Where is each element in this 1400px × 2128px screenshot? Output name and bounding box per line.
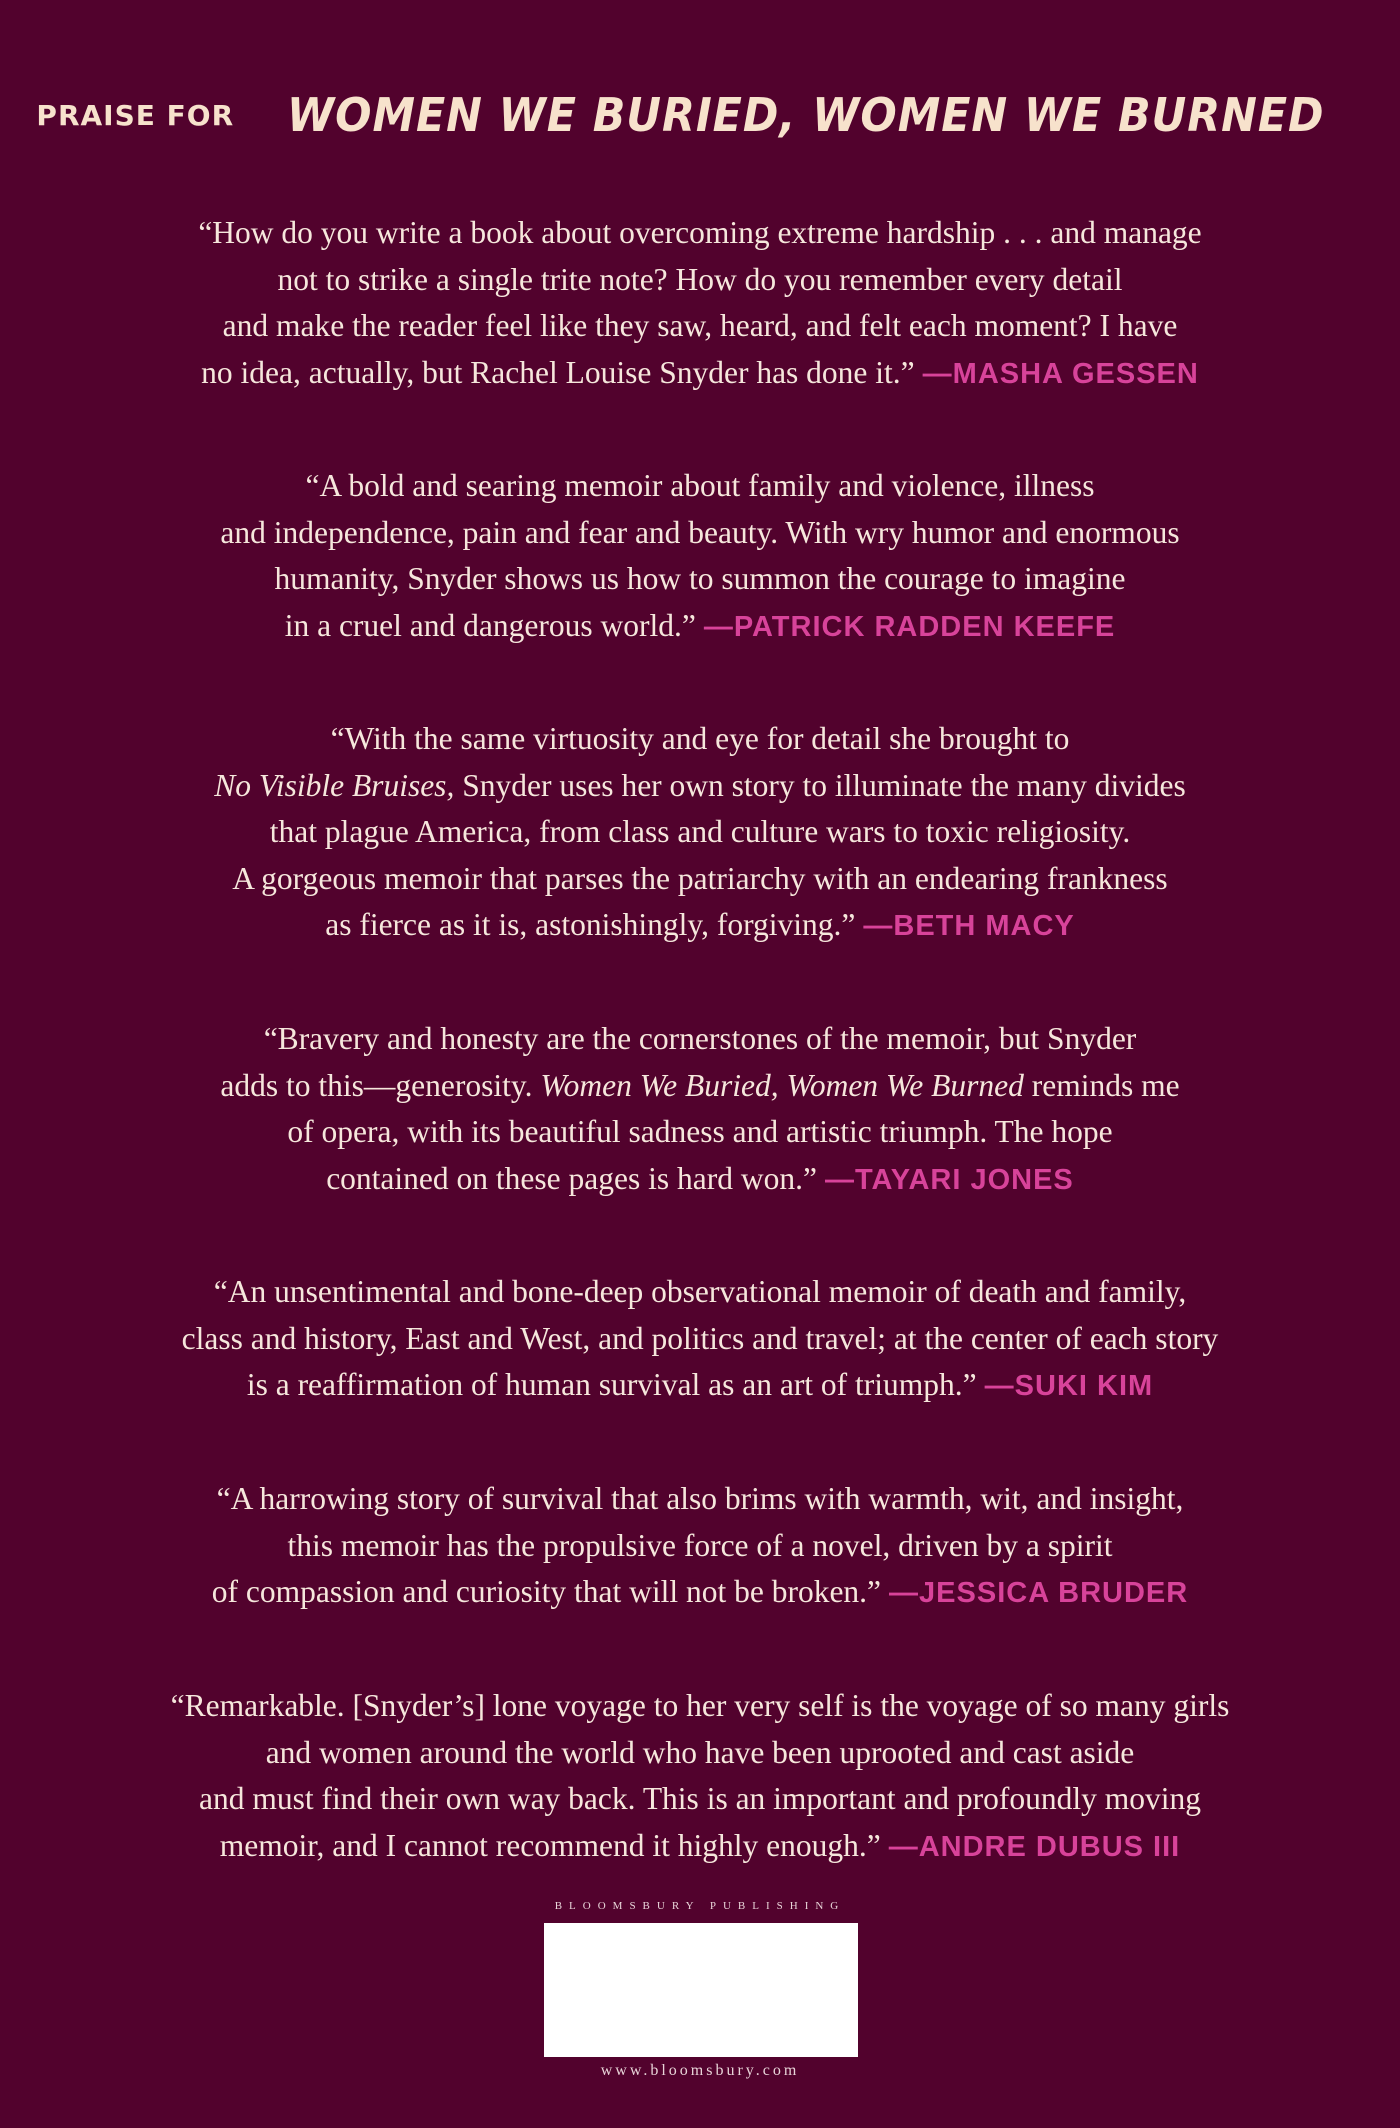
blurb-line: “A bold and searing memoir about family and violence, illness: [305, 468, 1095, 503]
book-title-reference: No Visible Bruises,: [214, 767, 455, 803]
praise-prefix: PRAISE FOR: [36, 98, 235, 132]
blurb-line: reminds me: [1023, 1067, 1180, 1103]
blurb-line: Snyder uses her own story to illuminate the many divides: [454, 767, 1186, 803]
blurb-line: contained on these pages is hard won.”: [326, 1160, 817, 1196]
blurb-line: adds to this—generosity.: [220, 1067, 541, 1103]
blurb-line: of opera, with its beautiful sadness and artistic triumph. The hope: [287, 1114, 1113, 1149]
blurb-line: and must find their own way back. This is an important and profoundly moving: [198, 1781, 1202, 1816]
blurb-line: no idea, actually, but Rachel Louise Snyder has done it.”: [201, 354, 915, 390]
blurb-line: as fierce as it is, astonishingly, forgiving.”: [325, 907, 856, 942]
blurb-line: “Remarkable. [Snyder’s] lone voyage to her very self is the voyage of so many girls: [170, 1688, 1230, 1723]
blurb-kim: [0, 1269, 1400, 1410]
blurb-line: A gorgeous memoir that parses the patriarchy with an endearing frankness: [232, 860, 1168, 896]
blurb-line: in a cruel and dangerous world.”: [284, 607, 696, 643]
blurb-jones: [0, 1016, 1400, 1203]
barcode-placeholder: [544, 1923, 858, 2057]
blurb-line: is a reaffirmation of human survival as an art of triumph.”: [246, 1367, 977, 1402]
blurb-line: and make the reader feel like they saw, heard, and felt each moment? I have: [222, 308, 1178, 343]
blurb-bruder: [0, 1476, 1400, 1617]
blurb-line: class and history, East and West, and politics and travel; at the center of each story: [181, 1320, 1219, 1356]
blurb-macy: [0, 716, 1400, 950]
blurb-attribution: —BETH MACY: [863, 910, 1075, 942]
blurb-line: and women around the world who have been uprooted and cast aside: [265, 1734, 1135, 1770]
blurb-line: not to strike a single trite note? How do you remember every detail: [277, 261, 1123, 297]
blurb-line: that plague America, from class and culture wars to toxic religiosity.: [269, 814, 1131, 849]
publisher-name: BLOOMSBURY PUBLISHING: [554, 1900, 846, 1912]
praise-heading: [0, 88, 1400, 142]
blurb-attribution: —JESSICA BRUDER: [889, 1577, 1189, 1609]
blurb-line: “A harrowing story of survival that also brims with warmth, wit, and insight,: [216, 1481, 1184, 1516]
blurb-line: “How do you write a book about overcoming extreme hardship . . . and manage: [198, 215, 1202, 250]
book-title: WOMEN WE BURIED, WOMEN WE BURNED: [287, 88, 1325, 142]
blurb-attribution: —TAYARI JONES: [824, 1163, 1074, 1196]
blurb-line: memoir, and I cannot recommend it highly enough.”: [219, 1827, 881, 1863]
blurb-line: humanity, Snyder shows us how to summon the courage to imagine: [274, 561, 1126, 596]
blurb-keefe: [0, 463, 1400, 650]
book-title-reference: Women We Buried, Women We Burned: [540, 1067, 1024, 1103]
blurb-dubus: [0, 1683, 1400, 1870]
blurb-line: “An unsentimental and bone-deep observational memoir of death and family,: [213, 1274, 1187, 1309]
blurb-line: this memoir has the propulsive force of a novel, driven by a spirit: [287, 1527, 1113, 1563]
publisher-website: www.bloomsbury.com: [600, 2062, 800, 2079]
blurb-attribution: —MASHA GESSEN: [922, 357, 1199, 390]
blurb-gessen: [0, 210, 1400, 397]
blurb-line: of compassion and curiosity that will not be broken.”: [211, 1574, 882, 1609]
blurb-line: and independence, pain and fear and beauty. With wry humor and enormous: [220, 514, 1180, 550]
blurb-line: “Bravery and honesty are the cornerstones of the memoir, but Snyder: [263, 1021, 1137, 1056]
blurb-attribution: —ANDRE DUBUS III: [888, 1830, 1181, 1863]
blurb-line: “With the same virtuosity and eye for detail she brought to: [330, 721, 1070, 756]
blurb-attribution: —SUKI KIM: [984, 1370, 1154, 1402]
blurb-attribution: —PATRICK RADDEN KEEFE: [703, 610, 1116, 643]
